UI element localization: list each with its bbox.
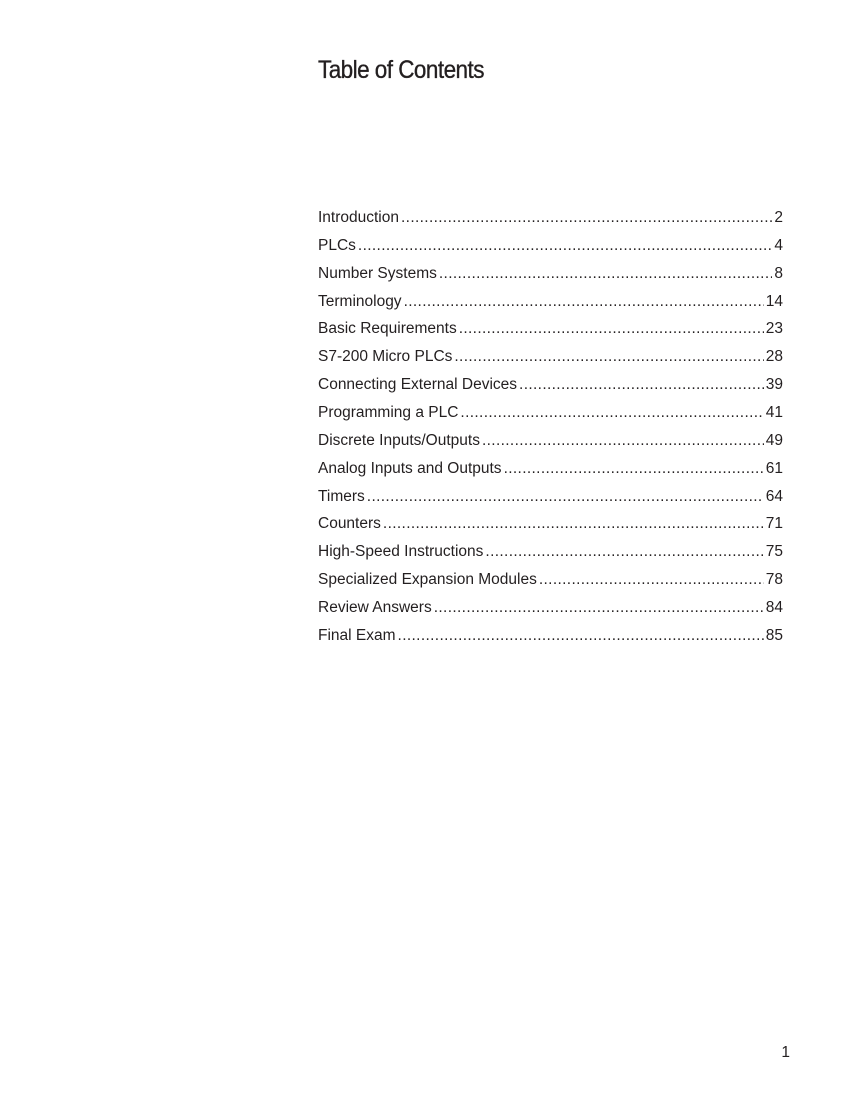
toc-entry-label: Timers xyxy=(318,487,365,505)
toc-entry-page: 14 xyxy=(765,292,783,310)
toc-entry[interactable] xyxy=(318,622,783,650)
dot-leader xyxy=(398,622,764,650)
toc-entry-page: 23 xyxy=(765,320,783,338)
toc-entry[interactable] xyxy=(318,232,783,260)
dot-leader xyxy=(367,483,764,511)
dot-leader xyxy=(358,232,772,260)
page-number: 1 xyxy=(781,1044,790,1061)
toc-entry[interactable] xyxy=(318,427,783,455)
toc-entry-label: Review Answers xyxy=(318,599,432,617)
toc-entry-page: 61 xyxy=(765,459,783,477)
page-title: Table of Contents xyxy=(318,56,484,84)
toc-entry[interactable] xyxy=(318,260,783,288)
toc-entry[interactable] xyxy=(318,399,783,427)
toc-list xyxy=(318,204,783,650)
toc-entry[interactable] xyxy=(318,315,783,343)
toc-entry-label: PLCs xyxy=(318,236,356,254)
dot-leader xyxy=(434,594,764,622)
dot-leader xyxy=(482,427,764,455)
toc-entry[interactable] xyxy=(318,510,783,538)
toc-entry-label: Discrete Inputs/Outputs xyxy=(318,431,480,449)
toc-entry-label: Counters xyxy=(318,515,381,533)
toc-entry-page: 28 xyxy=(765,348,783,366)
toc-entry-label: Programming a PLC xyxy=(318,404,459,422)
toc-entry-label: Basic Requirements xyxy=(318,320,457,338)
toc-entry-page: 2 xyxy=(774,209,783,226)
toc-entry-page: 84 xyxy=(765,599,783,617)
toc-entry-label: Connecting External Devices xyxy=(318,376,518,394)
toc-entry-label: Number Systems xyxy=(318,264,437,282)
toc-entry[interactable] xyxy=(318,343,783,371)
toc-entry-label: S7-200 Micro PLCs xyxy=(318,348,453,366)
toc-entry-label: Analog Inputs and Outputs xyxy=(318,459,502,477)
toc-entry[interactable] xyxy=(318,538,783,566)
toc-entry-label: High-Speed Instructions xyxy=(318,543,484,561)
toc-entry[interactable] xyxy=(318,455,783,483)
toc-entry-label: Specialized Expansion Modules xyxy=(318,571,537,589)
dot-leader xyxy=(439,260,773,288)
toc-entry[interactable] xyxy=(318,483,783,511)
dot-leader xyxy=(460,399,763,427)
dot-leader xyxy=(459,315,764,343)
toc-entry-page: 75 xyxy=(765,543,783,561)
toc-entry-label: Final Exam xyxy=(318,626,396,644)
dot-leader xyxy=(404,288,764,316)
toc-entry[interactable] xyxy=(318,371,783,399)
dot-leader xyxy=(383,510,764,538)
toc-entry-page: 4 xyxy=(774,236,783,254)
dot-leader xyxy=(504,455,764,483)
toc-entry-page: 8 xyxy=(774,264,783,282)
toc-entry-page: 49 xyxy=(765,431,783,449)
dot-leader xyxy=(485,538,763,566)
toc-entry[interactable] xyxy=(318,204,783,232)
toc-entry[interactable] xyxy=(318,566,783,594)
toc-entry-page: 78 xyxy=(765,571,783,589)
toc-entry-label: Introduction xyxy=(318,209,399,226)
toc-entry-label: Terminology xyxy=(318,292,402,310)
toc-entry-page: 39 xyxy=(765,376,783,394)
toc-entry-page: 85 xyxy=(765,626,783,644)
toc-entry-page: 41 xyxy=(765,404,783,422)
dot-leader xyxy=(401,204,772,232)
dot-leader xyxy=(539,566,764,594)
toc-entry-page: 71 xyxy=(765,515,783,533)
dot-leader xyxy=(454,343,763,371)
toc-entry-page: 64 xyxy=(765,487,783,505)
toc-entry[interactable] xyxy=(318,594,783,622)
dot-leader xyxy=(519,371,764,399)
toc-entry[interactable] xyxy=(318,288,783,316)
